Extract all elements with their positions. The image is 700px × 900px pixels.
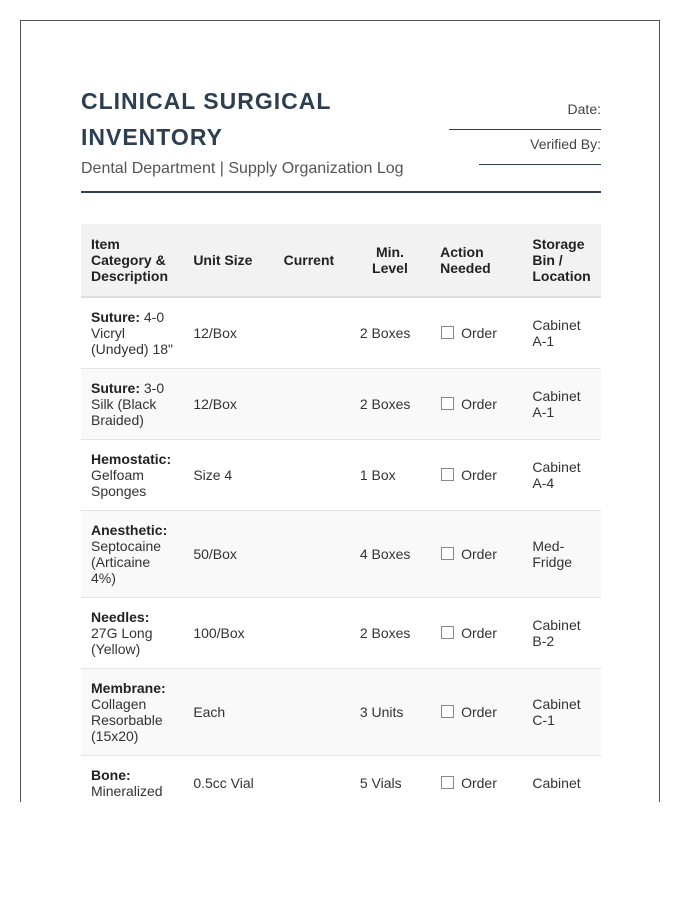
date-field-line[interactable]: [449, 129, 601, 130]
item-description: Collagen Resorbable (15x20): [91, 696, 163, 744]
column-header-item: Item Category & Description: [81, 224, 183, 297]
item-description: Mineralized: [91, 783, 163, 799]
order-checkbox[interactable]: [441, 705, 454, 718]
current-count-cell[interactable]: [274, 297, 350, 369]
order-checkbox[interactable]: [441, 397, 454, 410]
item-category: Suture:: [91, 309, 140, 325]
action-needed-cell: [430, 669, 522, 756]
min-level-cell: 2 Boxes: [350, 297, 430, 369]
current-count-cell[interactable]: [274, 511, 350, 598]
order-checkbox[interactable]: [441, 547, 454, 560]
action-needed-cell: [430, 511, 522, 598]
min-level-cell: 4 Boxes: [350, 511, 430, 598]
verified-by-field-line[interactable]: [479, 164, 601, 165]
item-cell: [81, 440, 183, 511]
item-cell: [81, 369, 183, 440]
document-header: [81, 83, 601, 193]
action-needed-cell: [430, 756, 522, 803]
storage-location-cell: Cabinet B-2: [522, 598, 601, 669]
signature-block: [441, 101, 601, 171]
table-row: [81, 440, 601, 511]
item-cell: [81, 297, 183, 369]
page-subtitle: Dental Department | Supply Organization Log: [81, 160, 404, 177]
unit-size-cell: Size 4: [183, 440, 273, 511]
table-row: [81, 369, 601, 440]
item-category: Suture:: [91, 380, 140, 396]
item-description: Septocaine (Articaine 4%): [91, 538, 162, 586]
min-level-cell: 1 Box: [350, 440, 430, 511]
order-label: Order: [461, 396, 497, 412]
current-count-cell[interactable]: [274, 669, 350, 756]
item-category: Needles:: [91, 609, 150, 625]
unit-size-cell: 100/Box: [183, 598, 273, 669]
min-level-cell: 2 Boxes: [350, 369, 430, 440]
order-label: Order: [461, 704, 497, 720]
action-needed-cell: [430, 598, 522, 669]
page-title: CLINICAL SURGICAL INVENTORY: [81, 88, 331, 150]
storage-location-cell: Cabinet: [522, 756, 601, 803]
item-description: Gelfoam Sponges: [91, 467, 147, 499]
order-checkbox[interactable]: [441, 626, 454, 639]
inventory-table: [81, 224, 601, 802]
column-header-current: Current: [274, 224, 350, 297]
unit-size-cell: 12/Box: [183, 369, 273, 440]
date-label: Date:: [567, 101, 601, 117]
storage-location-cell: Med-Fridge: [522, 511, 601, 598]
table-row: [81, 598, 601, 669]
current-count-cell[interactable]: [274, 369, 350, 440]
table-row: [81, 297, 601, 369]
item-cell: [81, 669, 183, 756]
min-level-cell: 5 Vials: [350, 756, 430, 803]
order-label: Order: [461, 625, 497, 641]
storage-location-cell: Cabinet C-1: [522, 669, 601, 756]
item-description: 27G Long (Yellow): [91, 625, 153, 657]
inventory-page: [20, 20, 660, 802]
item-description: 3-0 Silk (Black Braided): [91, 380, 165, 428]
action-needed-cell: [430, 440, 522, 511]
storage-location-cell: Cabinet A-1: [522, 369, 601, 440]
table-body: [81, 297, 601, 802]
unit-size-cell: 50/Box: [183, 511, 273, 598]
storage-location-cell: Cabinet A-1: [522, 297, 601, 369]
item-cell: [81, 511, 183, 598]
item-cell: [81, 756, 183, 803]
table-row: [81, 756, 601, 803]
action-needed-cell: [430, 369, 522, 440]
verified-by-label: Verified By:: [530, 136, 601, 152]
unit-size-cell: Each: [183, 669, 273, 756]
column-header-unit-size: Unit Size: [183, 224, 273, 297]
table-row: [81, 669, 601, 756]
order-checkbox[interactable]: [441, 326, 454, 339]
table-header-row: [81, 224, 601, 297]
item-category: Membrane:: [91, 680, 166, 696]
unit-size-cell: 0.5cc Vial: [183, 756, 273, 803]
current-count-cell[interactable]: [274, 440, 350, 511]
min-level-cell: 2 Boxes: [350, 598, 430, 669]
order-label: Order: [461, 775, 497, 791]
min-level-cell: 3 Units: [350, 669, 430, 756]
current-count-cell[interactable]: [274, 598, 350, 669]
order-label: Order: [461, 467, 497, 483]
item-description: 4-0 Vicryl (Undyed) 18": [91, 309, 174, 357]
item-category: Anesthetic:: [91, 522, 168, 538]
item-cell: [81, 598, 183, 669]
order-checkbox[interactable]: [441, 776, 454, 789]
column-header-action-needed: Action Needed: [430, 224, 522, 297]
column-header-storage-location: Storage Bin / Location: [522, 224, 601, 297]
unit-size-cell: 12/Box: [183, 297, 273, 369]
order-label: Order: [461, 546, 497, 562]
item-category: Bone:: [91, 767, 131, 783]
storage-location-cell: Cabinet A-4: [522, 440, 601, 511]
action-needed-cell: [430, 297, 522, 369]
order-checkbox[interactable]: [441, 468, 454, 481]
table-row: [81, 511, 601, 598]
item-category: Hemostatic:: [91, 451, 172, 467]
order-label: Order: [461, 325, 497, 341]
current-count-cell[interactable]: [274, 756, 350, 803]
column-header-min-level: Min. Level: [350, 224, 430, 297]
